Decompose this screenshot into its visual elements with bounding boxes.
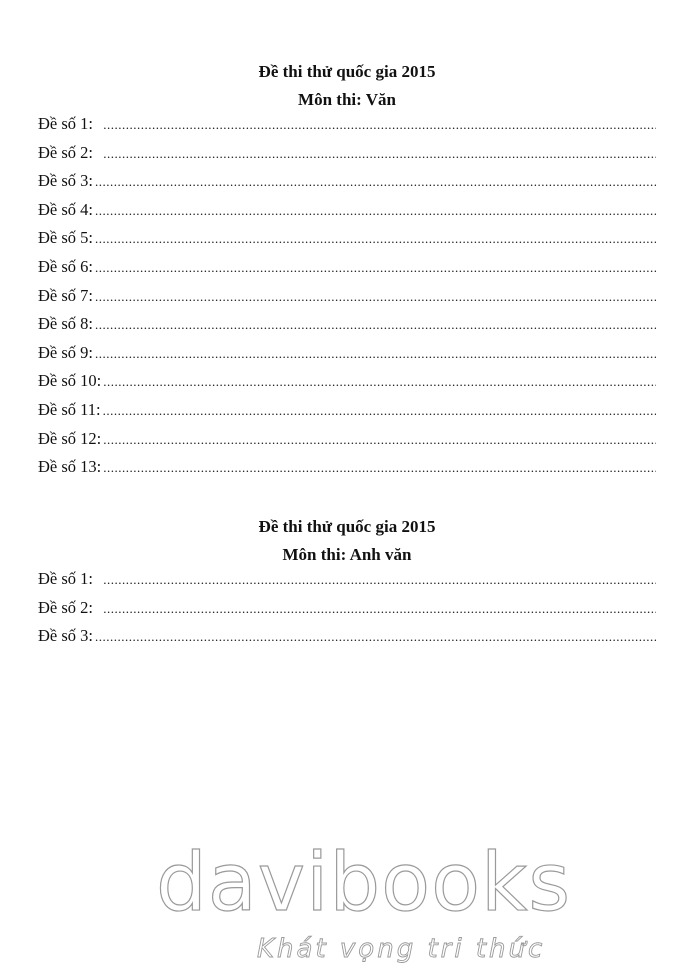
section-title: Đề thi thử quốc gia 2015: [258, 62, 436, 81]
exam-entry: [38, 200, 656, 229]
section-subject: Môn thi: Văn: [298, 90, 396, 109]
dotted-leader: [103, 146, 656, 162]
exam-entry-label: Đề số 11:: [38, 399, 101, 419]
exam-entry-label: Đề số 3:: [38, 171, 93, 191]
exam-entry: [38, 286, 656, 315]
dotted-leader: [103, 432, 656, 448]
watermark-brand: davibooks: [156, 836, 572, 929]
exam-entry-label: Đề số 12:: [38, 428, 102, 448]
exam-entry-label: Đề số 9:: [38, 342, 93, 362]
exam-entry: [38, 626, 656, 655]
section-subject: Môn thi: Anh văn: [282, 545, 412, 564]
exam-entry: [38, 598, 656, 627]
dotted-leader: [95, 260, 656, 276]
dotted-leader: [95, 174, 656, 190]
exam-entry: [38, 400, 656, 429]
exam-entry-label: Đề số 6:: [38, 256, 93, 276]
dotted-leader: [103, 460, 656, 476]
exam-entry: [38, 171, 656, 200]
dotted-leader: [103, 117, 656, 133]
exam-entry-label: Đề số 1:: [38, 114, 102, 133]
exam-entry-label: Đề số 3:: [38, 626, 93, 646]
exam-entry-label: Đề số 4:: [38, 199, 93, 219]
section-title: Đề thi thử quốc gia 2015: [258, 517, 436, 536]
exam-entry: [38, 371, 656, 400]
exam-entry-label: Đề số 5:: [38, 228, 93, 248]
dotted-leader: [95, 629, 656, 645]
exam-entry-label: Đề số 2:: [38, 597, 102, 617]
dotted-leader: [95, 289, 656, 305]
exam-entry: [38, 143, 656, 172]
exam-entry: [38, 343, 656, 372]
dotted-leader: [95, 346, 656, 362]
dotted-leader: [103, 403, 656, 419]
section-van: [38, 58, 656, 486]
exam-entry: [38, 569, 656, 598]
dotted-leader: [103, 374, 656, 390]
exam-entry: [38, 228, 656, 257]
watermark-slogan: Khát vọng tri thức: [257, 934, 546, 964]
exam-entry-label: Đề số 2:: [38, 142, 102, 162]
exam-entry: [38, 457, 656, 486]
dotted-leader: [103, 601, 656, 617]
exam-entry-label: Đề số 13:: [38, 457, 102, 477]
publisher-watermark: [0, 838, 700, 975]
dotted-leader: [103, 572, 656, 588]
dotted-leader: [95, 203, 656, 219]
exam-entry-label: Đề số 10:: [38, 371, 102, 391]
exam-entry: [38, 429, 656, 458]
exam-entry: [38, 114, 656, 143]
exam-entry-label: Đề số 7:: [38, 285, 93, 305]
exam-entry: [38, 314, 656, 343]
exam-entry-label: Đề số 8:: [38, 314, 93, 334]
dotted-leader: [95, 231, 656, 247]
section-anh-van: [38, 513, 656, 655]
exam-entry-label: Đề số 1:: [38, 569, 102, 588]
dotted-leader: [95, 317, 656, 333]
exam-entry: [38, 257, 656, 286]
